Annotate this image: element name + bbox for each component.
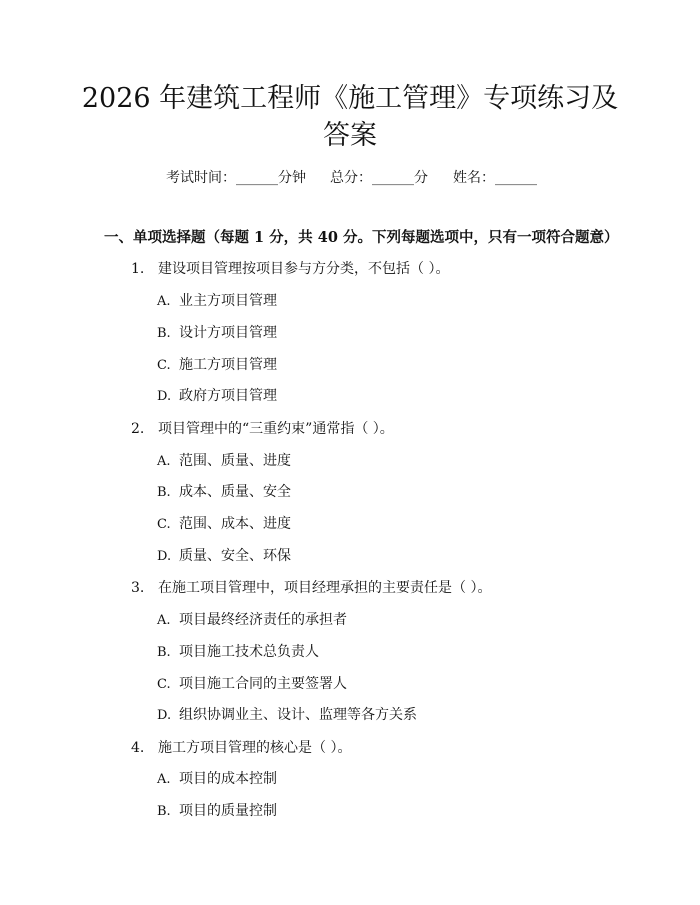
option-text: 项目施工合同的主要签署人 (179, 676, 347, 692)
option-2-a (157, 450, 291, 473)
option-text: 组织协调业主、设计、监理等各方关系 (179, 707, 417, 723)
option-letter: B. (157, 804, 171, 819)
question-2 (131, 418, 394, 440)
option-letter: A. (157, 454, 171, 469)
option-text: 范围、质量、进度 (179, 453, 291, 469)
option-letter: A. (157, 772, 171, 787)
option-3-a (157, 609, 347, 632)
section-heading: 一、单项选择题（每题 1 分，共 40 分。下列每题选项中，只有一项符合题意） (104, 229, 619, 246)
question-text: 施工方项目管理的核心是（ ）。 (158, 740, 352, 756)
option-letter: C. (157, 517, 171, 532)
option-1-b (157, 322, 277, 345)
question-number: 2. (131, 421, 145, 437)
page-title-line-2: 答案 (323, 120, 377, 151)
question-number: 1. (131, 261, 145, 277)
option-text: 成本、质量、安全 (179, 484, 291, 500)
option-text: 业主方项目管理 (179, 293, 277, 309)
question-text: 项目管理中的“三重约束”通常指（ ）。 (158, 421, 394, 437)
total-score-field: 总分：______分 (330, 170, 428, 186)
option-text: 质量、安全、环保 (179, 548, 291, 564)
question-text: 在施工项目管理中，项目经理承担的主要责任是（ ）。 (158, 580, 492, 596)
option-letter: B. (157, 326, 171, 341)
option-letter: A. (157, 613, 171, 628)
option-text: 项目施工技术总负责人 (179, 644, 319, 660)
option-text: 政府方项目管理 (179, 388, 277, 404)
option-2-d (157, 545, 291, 568)
option-1-a (157, 290, 277, 313)
option-letter: B. (157, 485, 171, 500)
question-3 (131, 577, 491, 599)
exam-time-field: 考试时间：______分钟 (166, 170, 306, 186)
option-text: 项目的质量控制 (179, 803, 277, 819)
option-letter: C. (157, 358, 171, 373)
option-letter: C. (157, 677, 171, 692)
question-1 (131, 258, 449, 280)
option-text: 范围、成本、进度 (179, 516, 291, 532)
option-3-d (157, 704, 417, 727)
question-text: 建设项目管理按项目参与方分类，不包括（ ）。 (158, 261, 450, 277)
page-title-line-1: 2026 年建筑工程师《施工管理》专项练习及 (81, 83, 619, 114)
option-letter: D. (157, 708, 172, 723)
option-3-c (157, 673, 347, 696)
option-4-a (157, 768, 277, 791)
option-text: 项目最终经济责任的承担者 (179, 612, 347, 628)
option-4-b (157, 800, 277, 823)
option-2-b (157, 481, 291, 504)
question-number: 3. (131, 580, 145, 596)
option-2-c (157, 513, 291, 536)
question-4 (131, 737, 351, 759)
option-1-c (157, 354, 277, 377)
option-text: 施工方项目管理 (179, 357, 277, 373)
option-text: 设计方项目管理 (179, 325, 277, 341)
option-letter: D. (157, 549, 172, 564)
option-letter: D. (157, 389, 172, 404)
option-3-b (157, 641, 319, 664)
student-name-field: 姓名：______ (453, 170, 537, 186)
question-number: 4. (131, 740, 145, 756)
option-text: 项目的成本控制 (179, 771, 277, 787)
option-1-d (157, 385, 277, 408)
option-letter: B. (157, 645, 171, 660)
option-letter: A. (157, 294, 171, 309)
